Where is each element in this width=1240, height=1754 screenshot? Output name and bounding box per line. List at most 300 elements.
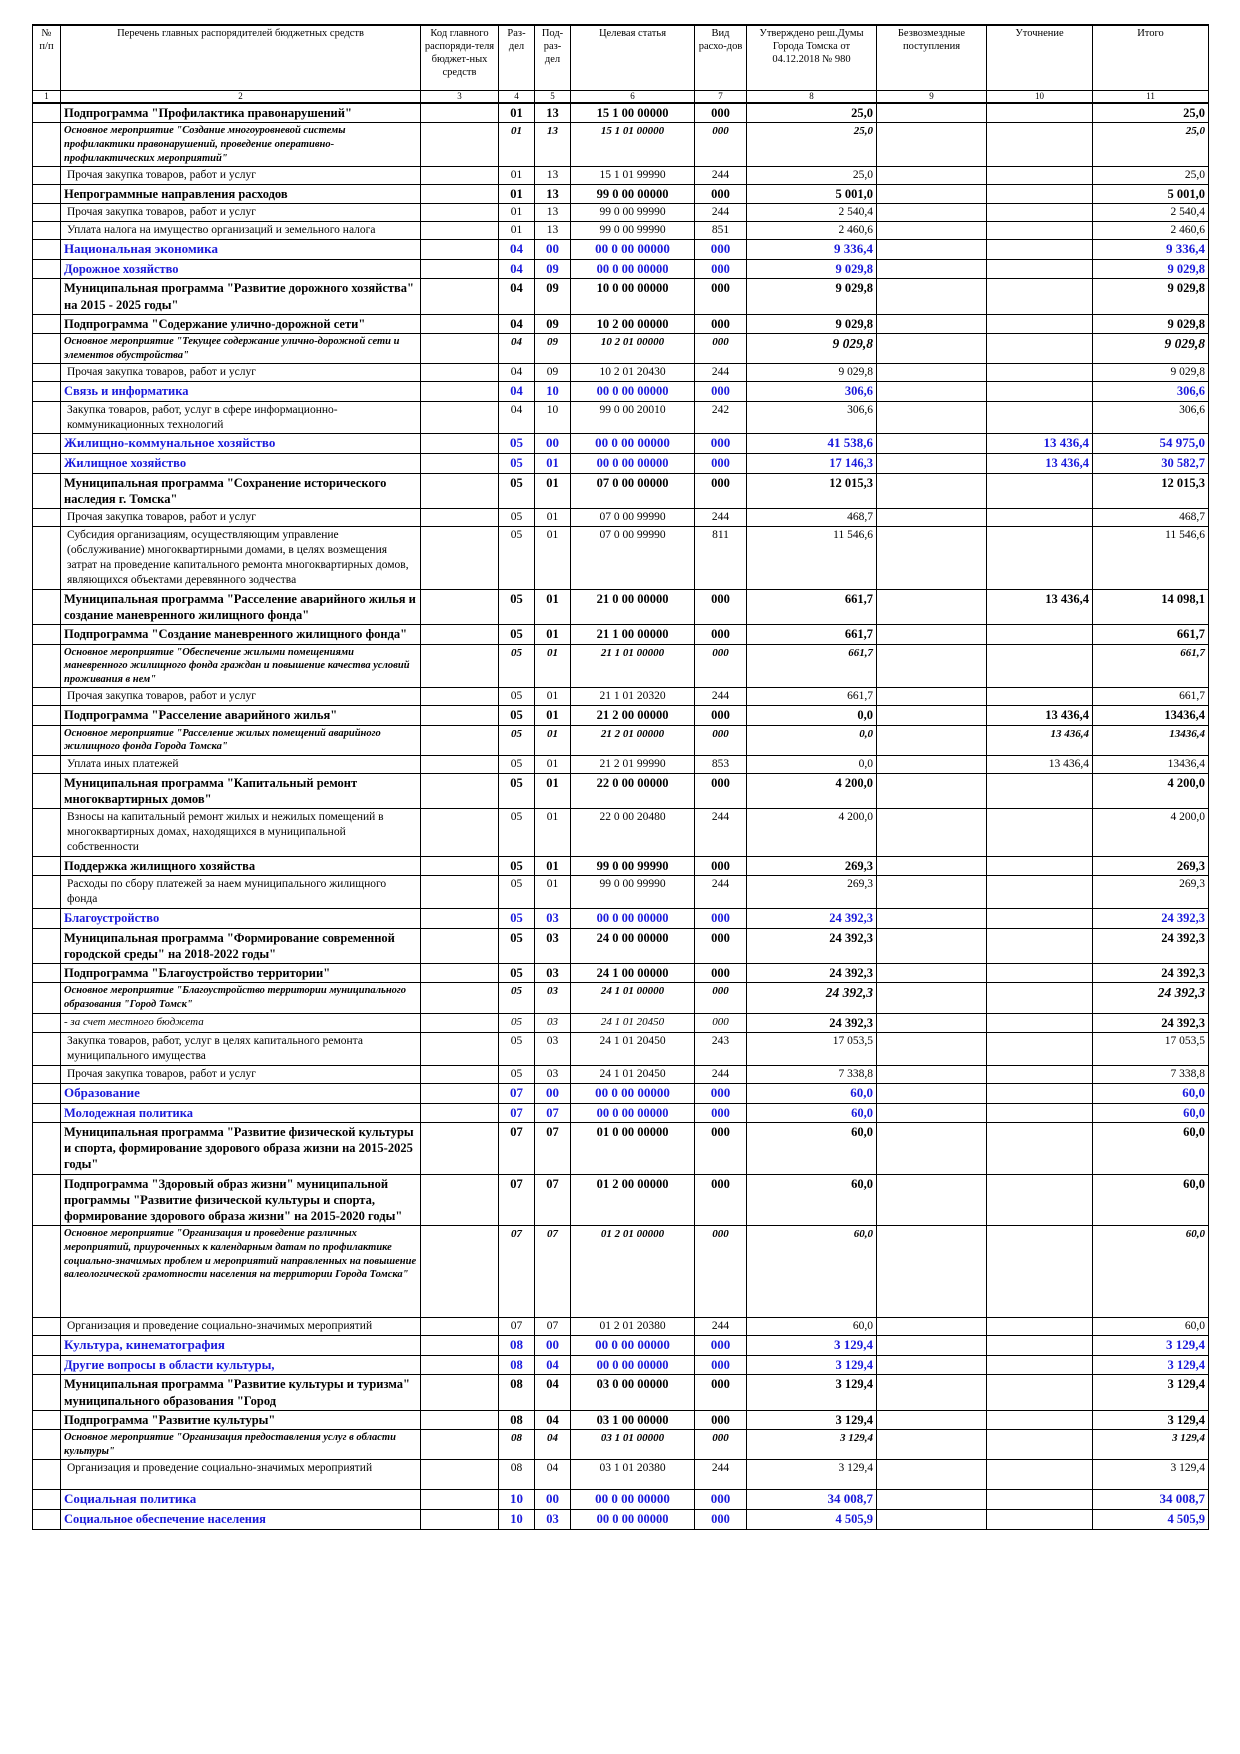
cell-name: Подпрограмма "Содержание улично-дорожной сети": [61, 314, 421, 333]
cell-razdel: 05: [499, 589, 535, 625]
cell-podrazdel: 03: [535, 928, 571, 964]
cell-vid: 000: [695, 260, 747, 279]
cell-num: [33, 1065, 61, 1083]
cell-total: 34 008,7: [1093, 1490, 1209, 1510]
cell-vid: 000: [695, 1510, 747, 1529]
cell-target: 10 0 00 00000: [571, 279, 695, 315]
cell-grants: [877, 473, 987, 509]
cell-vid: 244: [695, 509, 747, 527]
cell-name: Взносы на капитальный ремонт жилых и нежилых помещений в многоквартирных домах, находящихся в муниципальной собственности: [61, 809, 421, 857]
cell-razdel: 10: [499, 1510, 535, 1529]
cell-vid: 000: [695, 1410, 747, 1429]
cell-vid: 244: [695, 364, 747, 382]
cell-grants: [877, 1336, 987, 1356]
cell-target: 00 0 00 00000: [571, 382, 695, 401]
cell-razdel: 01: [499, 204, 535, 222]
cell-approved: 60,0: [747, 1083, 877, 1103]
cell-razdel: 07: [499, 1174, 535, 1226]
cell-clarify: [987, 334, 1093, 364]
cell-code: [421, 809, 499, 857]
cell-approved: 60,0: [747, 1318, 877, 1336]
cell-num: [33, 1013, 61, 1032]
cell-grants: [877, 1460, 987, 1490]
cell-vid: 244: [695, 204, 747, 222]
cell-razdel: 08: [499, 1356, 535, 1375]
cell-vid: 244: [695, 876, 747, 909]
cell-approved: 3 129,4: [747, 1336, 877, 1356]
cell-num: [33, 809, 61, 857]
cell-total: 9 029,8: [1093, 334, 1209, 364]
cell-razdel: 04: [499, 314, 535, 333]
cell-num: [33, 1032, 61, 1065]
cell-num: [33, 964, 61, 983]
cell-num: [33, 1336, 61, 1356]
cell-code: [421, 1226, 499, 1318]
cell-num: [33, 185, 61, 204]
cell-podrazdel: 13: [535, 222, 571, 240]
cell-code: [421, 260, 499, 279]
cell-grants: [877, 688, 987, 706]
cell-code: [421, 857, 499, 876]
cell-total: 24 392,3: [1093, 964, 1209, 983]
cell-num: [33, 909, 61, 928]
cell-num: [33, 279, 61, 315]
cell-code: [421, 314, 499, 333]
cell-target: 00 0 00 00000: [571, 454, 695, 473]
cell-podrazdel: 04: [535, 1430, 571, 1460]
cell-razdel: 08: [499, 1336, 535, 1356]
cell-grants: [877, 964, 987, 983]
cell-target: 99 0 00 00000: [571, 185, 695, 204]
table-row: [33, 773, 1209, 809]
cell-vid: 000: [695, 589, 747, 625]
cell-approved: 306,6: [747, 401, 877, 434]
cell-approved: 2 540,4: [747, 204, 877, 222]
cell-vid: 244: [695, 1460, 747, 1490]
cell-total: 24 392,3: [1093, 1013, 1209, 1032]
cell-name: Основное мероприятие "Организация предоставления услуг в области культуры": [61, 1430, 421, 1460]
cell-clarify: [987, 167, 1093, 185]
table-row: [33, 809, 1209, 857]
cell-vid: 000: [695, 909, 747, 928]
cell-target: 00 0 00 00000: [571, 1510, 695, 1529]
cell-vid: 000: [695, 725, 747, 755]
cell-name: Прочая закупка товаров, работ и услуг: [61, 509, 421, 527]
cell-vid: 000: [695, 1490, 747, 1510]
cell-approved: 4 505,9: [747, 1510, 877, 1529]
cell-target: 24 1 01 00000: [571, 983, 695, 1013]
cell-num: [33, 1226, 61, 1318]
cell-approved: 269,3: [747, 876, 877, 909]
cell-code: [421, 454, 499, 473]
cell-grants: [877, 454, 987, 473]
cell-total: 60,0: [1093, 1226, 1209, 1318]
cell-grants: [877, 509, 987, 527]
cell-num: [33, 755, 61, 773]
cell-clarify: [987, 473, 1093, 509]
cell-total: 24 392,3: [1093, 909, 1209, 928]
cell-grants: [877, 1356, 987, 1375]
cell-num: [33, 222, 61, 240]
cell-approved: 60,0: [747, 1226, 877, 1318]
cell-podrazdel: 09: [535, 260, 571, 279]
cell-name: Муниципальная программа "Расселение аварийного жилья и создание маневренного жилищного фонда": [61, 589, 421, 625]
cell-code: [421, 204, 499, 222]
cell-name: Уплата иных платежей: [61, 755, 421, 773]
cell-razdel: 04: [499, 401, 535, 434]
cell-vid: 000: [695, 1336, 747, 1356]
table-row: [33, 364, 1209, 382]
cell-vid: 000: [695, 314, 747, 333]
cell-num: [33, 1410, 61, 1429]
cell-target: 00 0 00 00000: [571, 909, 695, 928]
cell-clarify: [987, 1336, 1093, 1356]
cell-target: 00 0 00 00000: [571, 1336, 695, 1356]
cell-approved: 7 338,8: [747, 1065, 877, 1083]
cell-code: [421, 1065, 499, 1083]
table-row: [33, 1356, 1209, 1375]
cell-name: Закупка товаров, работ, услуг в целях капитального ремонта муниципального имущества: [61, 1032, 421, 1065]
cell-podrazdel: 03: [535, 1510, 571, 1529]
cell-code: [421, 509, 499, 527]
cell-num: [33, 434, 61, 454]
cell-razdel: 05: [499, 773, 535, 809]
cell-razdel: 08: [499, 1430, 535, 1460]
cell-approved: 9 029,8: [747, 364, 877, 382]
cell-clarify: [987, 1510, 1093, 1529]
colnum: 8: [747, 91, 877, 104]
cell-target: 00 0 00 00000: [571, 1083, 695, 1103]
table-row: [33, 1460, 1209, 1490]
cell-approved: 661,7: [747, 589, 877, 625]
cell-approved: 468,7: [747, 509, 877, 527]
cell-podrazdel: 00: [535, 1490, 571, 1510]
cell-name: Культура, кинематография: [61, 1336, 421, 1356]
cell-target: 00 0 00 00000: [571, 434, 695, 454]
cell-num: [33, 509, 61, 527]
cell-target: 24 1 01 20450: [571, 1013, 695, 1032]
cell-vid: 000: [695, 454, 747, 473]
cell-podrazdel: 03: [535, 1032, 571, 1065]
cell-num: [33, 527, 61, 590]
table-row: [33, 279, 1209, 315]
column-numbers-row: [33, 91, 1209, 104]
cell-approved: 24 392,3: [747, 983, 877, 1013]
cell-total: 5 001,0: [1093, 185, 1209, 204]
cell-code: [421, 382, 499, 401]
cell-num: [33, 983, 61, 1013]
cell-vid: 000: [695, 1103, 747, 1122]
cell-target: 21 2 00 00000: [571, 706, 695, 725]
cell-razdel: 05: [499, 527, 535, 590]
cell-clarify: [987, 240, 1093, 260]
cell-target: 01 0 00 00000: [571, 1122, 695, 1174]
cell-num: [33, 314, 61, 333]
cell-code: [421, 123, 499, 167]
cell-total: 661,7: [1093, 625, 1209, 644]
cell-grants: [877, 1174, 987, 1226]
cell-name: Основное мероприятие "Обеспечение жилыми помещениями маневренного жилищного фонда граждан и повышение качества условий проживания в нем": [61, 644, 421, 688]
cell-razdel: 05: [499, 688, 535, 706]
cell-podrazdel: 01: [535, 644, 571, 688]
cell-approved: 9 029,8: [747, 260, 877, 279]
cell-total: 468,7: [1093, 509, 1209, 527]
cell-total: 25,0: [1093, 103, 1209, 123]
cell-name: Прочая закупка товаров, работ и услуг: [61, 204, 421, 222]
cell-clarify: [987, 527, 1093, 590]
table-row: [33, 401, 1209, 434]
cell-name: Подпрограмма "Развитие культуры": [61, 1410, 421, 1429]
cell-target: 07 0 00 00000: [571, 473, 695, 509]
cell-code: [421, 755, 499, 773]
cell-podrazdel: 01: [535, 527, 571, 590]
cell-approved: 34 008,7: [747, 1490, 877, 1510]
cell-podrazdel: 03: [535, 964, 571, 983]
cell-grants: [877, 857, 987, 876]
cell-num: [33, 1375, 61, 1411]
cell-razdel: 05: [499, 706, 535, 725]
cell-clarify: [987, 401, 1093, 434]
cell-grants: [877, 314, 987, 333]
cell-code: [421, 625, 499, 644]
cell-total: 24 392,3: [1093, 928, 1209, 964]
cell-code: [421, 1122, 499, 1174]
cell-total: 60,0: [1093, 1083, 1209, 1103]
cell-razdel: 05: [499, 964, 535, 983]
table-row: [33, 1336, 1209, 1356]
cell-code: [421, 909, 499, 928]
cell-clarify: [987, 1430, 1093, 1460]
cell-num: [33, 454, 61, 473]
cell-num: [33, 240, 61, 260]
cell-code: [421, 589, 499, 625]
cell-target: 03 1 00 00000: [571, 1410, 695, 1429]
cell-name: Жилищно-коммунальное хозяйство: [61, 434, 421, 454]
table-row: [33, 1318, 1209, 1336]
cell-num: [33, 334, 61, 364]
cell-code: [421, 725, 499, 755]
table-row: [33, 240, 1209, 260]
header-grants: Безвозмездные поступления: [877, 25, 987, 91]
cell-razdel: 08: [499, 1410, 535, 1429]
cell-podrazdel: 10: [535, 382, 571, 401]
table-row: [33, 857, 1209, 876]
cell-podrazdel: 01: [535, 876, 571, 909]
colnum: 3: [421, 91, 499, 104]
header-podrazdel: Под-раз-дел: [535, 25, 571, 91]
cell-podrazdel: 01: [535, 706, 571, 725]
cell-approved: 9 029,8: [747, 314, 877, 333]
cell-vid: 853: [695, 755, 747, 773]
cell-razdel: 05: [499, 1013, 535, 1032]
cell-approved: 2 460,6: [747, 222, 877, 240]
table-row: [33, 688, 1209, 706]
cell-total: 13436,4: [1093, 725, 1209, 755]
cell-podrazdel: 13: [535, 204, 571, 222]
table-row: [33, 204, 1209, 222]
cell-grants: [877, 706, 987, 725]
cell-num: [33, 167, 61, 185]
cell-podrazdel: 03: [535, 1065, 571, 1083]
cell-vid: 851: [695, 222, 747, 240]
cell-razdel: 07: [499, 1318, 535, 1336]
cell-podrazdel: 13: [535, 167, 571, 185]
cell-vid: 242: [695, 401, 747, 434]
colnum: 5: [535, 91, 571, 104]
table-row: [33, 725, 1209, 755]
cell-razdel: 05: [499, 1065, 535, 1083]
cell-clarify: [987, 222, 1093, 240]
table-row: [33, 644, 1209, 688]
cell-vid: 000: [695, 706, 747, 725]
cell-target: 00 0 00 00000: [571, 240, 695, 260]
cell-num: [33, 1174, 61, 1226]
cell-grants: [877, 240, 987, 260]
cell-approved: 5 001,0: [747, 185, 877, 204]
cell-target: 21 2 01 99990: [571, 755, 695, 773]
cell-clarify: [987, 964, 1093, 983]
cell-approved: 24 392,3: [747, 1013, 877, 1032]
table-row: [33, 103, 1209, 123]
cell-name: Субсидия организациям, осуществляющим управление (обслуживание) многоквартирными домами, в целях возмещения затрат на проведение капитального ремонта многоквартирных домов, являющихся объектами деревянного зодчества: [61, 527, 421, 590]
cell-razdel: 05: [499, 434, 535, 454]
cell-podrazdel: 13: [535, 185, 571, 204]
cell-code: [421, 644, 499, 688]
cell-clarify: 13 436,4: [987, 434, 1093, 454]
cell-name: Национальная экономика: [61, 240, 421, 260]
cell-grants: [877, 123, 987, 167]
cell-total: 60,0: [1093, 1103, 1209, 1122]
cell-vid: 000: [695, 857, 747, 876]
cell-grants: [877, 983, 987, 1013]
cell-razdel: 01: [499, 103, 535, 123]
cell-total: 4 505,9: [1093, 1510, 1209, 1529]
cell-code: [421, 473, 499, 509]
cell-target: 21 1 01 00000: [571, 644, 695, 688]
cell-vid: 000: [695, 1356, 747, 1375]
cell-razdel: 07: [499, 1122, 535, 1174]
cell-grants: [877, 401, 987, 434]
cell-clarify: [987, 928, 1093, 964]
cell-name: Связь и информатика: [61, 382, 421, 401]
cell-podrazdel: 04: [535, 1410, 571, 1429]
cell-grants: [877, 185, 987, 204]
cell-grants: [877, 1430, 987, 1460]
table-row: [33, 123, 1209, 167]
cell-razdel: 05: [499, 983, 535, 1013]
cell-clarify: [987, 1490, 1093, 1510]
cell-vid: 000: [695, 434, 747, 454]
cell-num: [33, 644, 61, 688]
cell-clarify: [987, 1174, 1093, 1226]
table-row: [33, 1013, 1209, 1032]
cell-razdel: 05: [499, 625, 535, 644]
cell-grants: [877, 644, 987, 688]
cell-approved: 60,0: [747, 1174, 877, 1226]
cell-grants: [877, 334, 987, 364]
cell-total: 3 129,4: [1093, 1375, 1209, 1411]
cell-grants: [877, 773, 987, 809]
cell-name: Уплата налога на имущество организаций и земельного налога: [61, 222, 421, 240]
cell-name: Подпрограмма "Расселение аварийного жилья": [61, 706, 421, 725]
cell-clarify: [987, 1065, 1093, 1083]
cell-clarify: 13 436,4: [987, 755, 1093, 773]
cell-target: 22 0 00 20480: [571, 809, 695, 857]
cell-num: [33, 1356, 61, 1375]
header-approved: Утверждено реш.Думы Города Томска от 04.12.2018 № 980: [747, 25, 877, 91]
cell-clarify: 13 436,4: [987, 706, 1093, 725]
table-row: [33, 1375, 1209, 1411]
cell-num: [33, 364, 61, 382]
cell-approved: 12 015,3: [747, 473, 877, 509]
cell-clarify: 13 436,4: [987, 454, 1093, 473]
cell-name: Муниципальная программа "Сохранение исторического наследия г. Томска": [61, 473, 421, 509]
header-num: № п/п: [33, 25, 61, 91]
table-row: [33, 1410, 1209, 1429]
cell-code: [421, 334, 499, 364]
cell-code: [421, 964, 499, 983]
cell-vid: 000: [695, 240, 747, 260]
cell-num: [33, 260, 61, 279]
cell-grants: [877, 625, 987, 644]
cell-code: [421, 185, 499, 204]
cell-clarify: [987, 876, 1093, 909]
cell-podrazdel: 03: [535, 983, 571, 1013]
cell-code: [421, 928, 499, 964]
cell-razdel: 05: [499, 1032, 535, 1065]
cell-razdel: 01: [499, 185, 535, 204]
cell-razdel: 07: [499, 1083, 535, 1103]
cell-podrazdel: 07: [535, 1174, 571, 1226]
cell-clarify: [987, 1356, 1093, 1375]
cell-code: [421, 1375, 499, 1411]
cell-razdel: 05: [499, 755, 535, 773]
cell-grants: [877, 1410, 987, 1429]
table-row: [33, 473, 1209, 509]
cell-target: 01 2 01 20380: [571, 1318, 695, 1336]
cell-code: [421, 876, 499, 909]
cell-approved: 661,7: [747, 688, 877, 706]
cell-total: 12 015,3: [1093, 473, 1209, 509]
cell-podrazdel: 13: [535, 103, 571, 123]
cell-razdel: 05: [499, 644, 535, 688]
cell-total: 3 129,4: [1093, 1460, 1209, 1490]
table-row: [33, 589, 1209, 625]
cell-num: [33, 857, 61, 876]
cell-razdel: 05: [499, 473, 535, 509]
cell-grants: [877, 1122, 987, 1174]
table-row: [33, 876, 1209, 909]
cell-clarify: [987, 625, 1093, 644]
table-row: [33, 983, 1209, 1013]
cell-name: Подпрограмма "Профилактика правонарушений": [61, 103, 421, 123]
cell-clarify: [987, 260, 1093, 279]
cell-podrazdel: 04: [535, 1375, 571, 1411]
cell-vid: 000: [695, 1375, 747, 1411]
cell-clarify: [987, 688, 1093, 706]
cell-clarify: [987, 1122, 1093, 1174]
cell-target: 00 0 00 00000: [571, 1103, 695, 1122]
cell-clarify: [987, 809, 1093, 857]
cell-approved: 25,0: [747, 167, 877, 185]
cell-podrazdel: 07: [535, 1226, 571, 1318]
cell-razdel: 05: [499, 725, 535, 755]
cell-name: Другие вопросы в области культуры,: [61, 1356, 421, 1375]
cell-total: 25,0: [1093, 167, 1209, 185]
cell-num: [33, 706, 61, 725]
cell-podrazdel: 07: [535, 1318, 571, 1336]
cell-target: 03 1 01 00000: [571, 1430, 695, 1460]
